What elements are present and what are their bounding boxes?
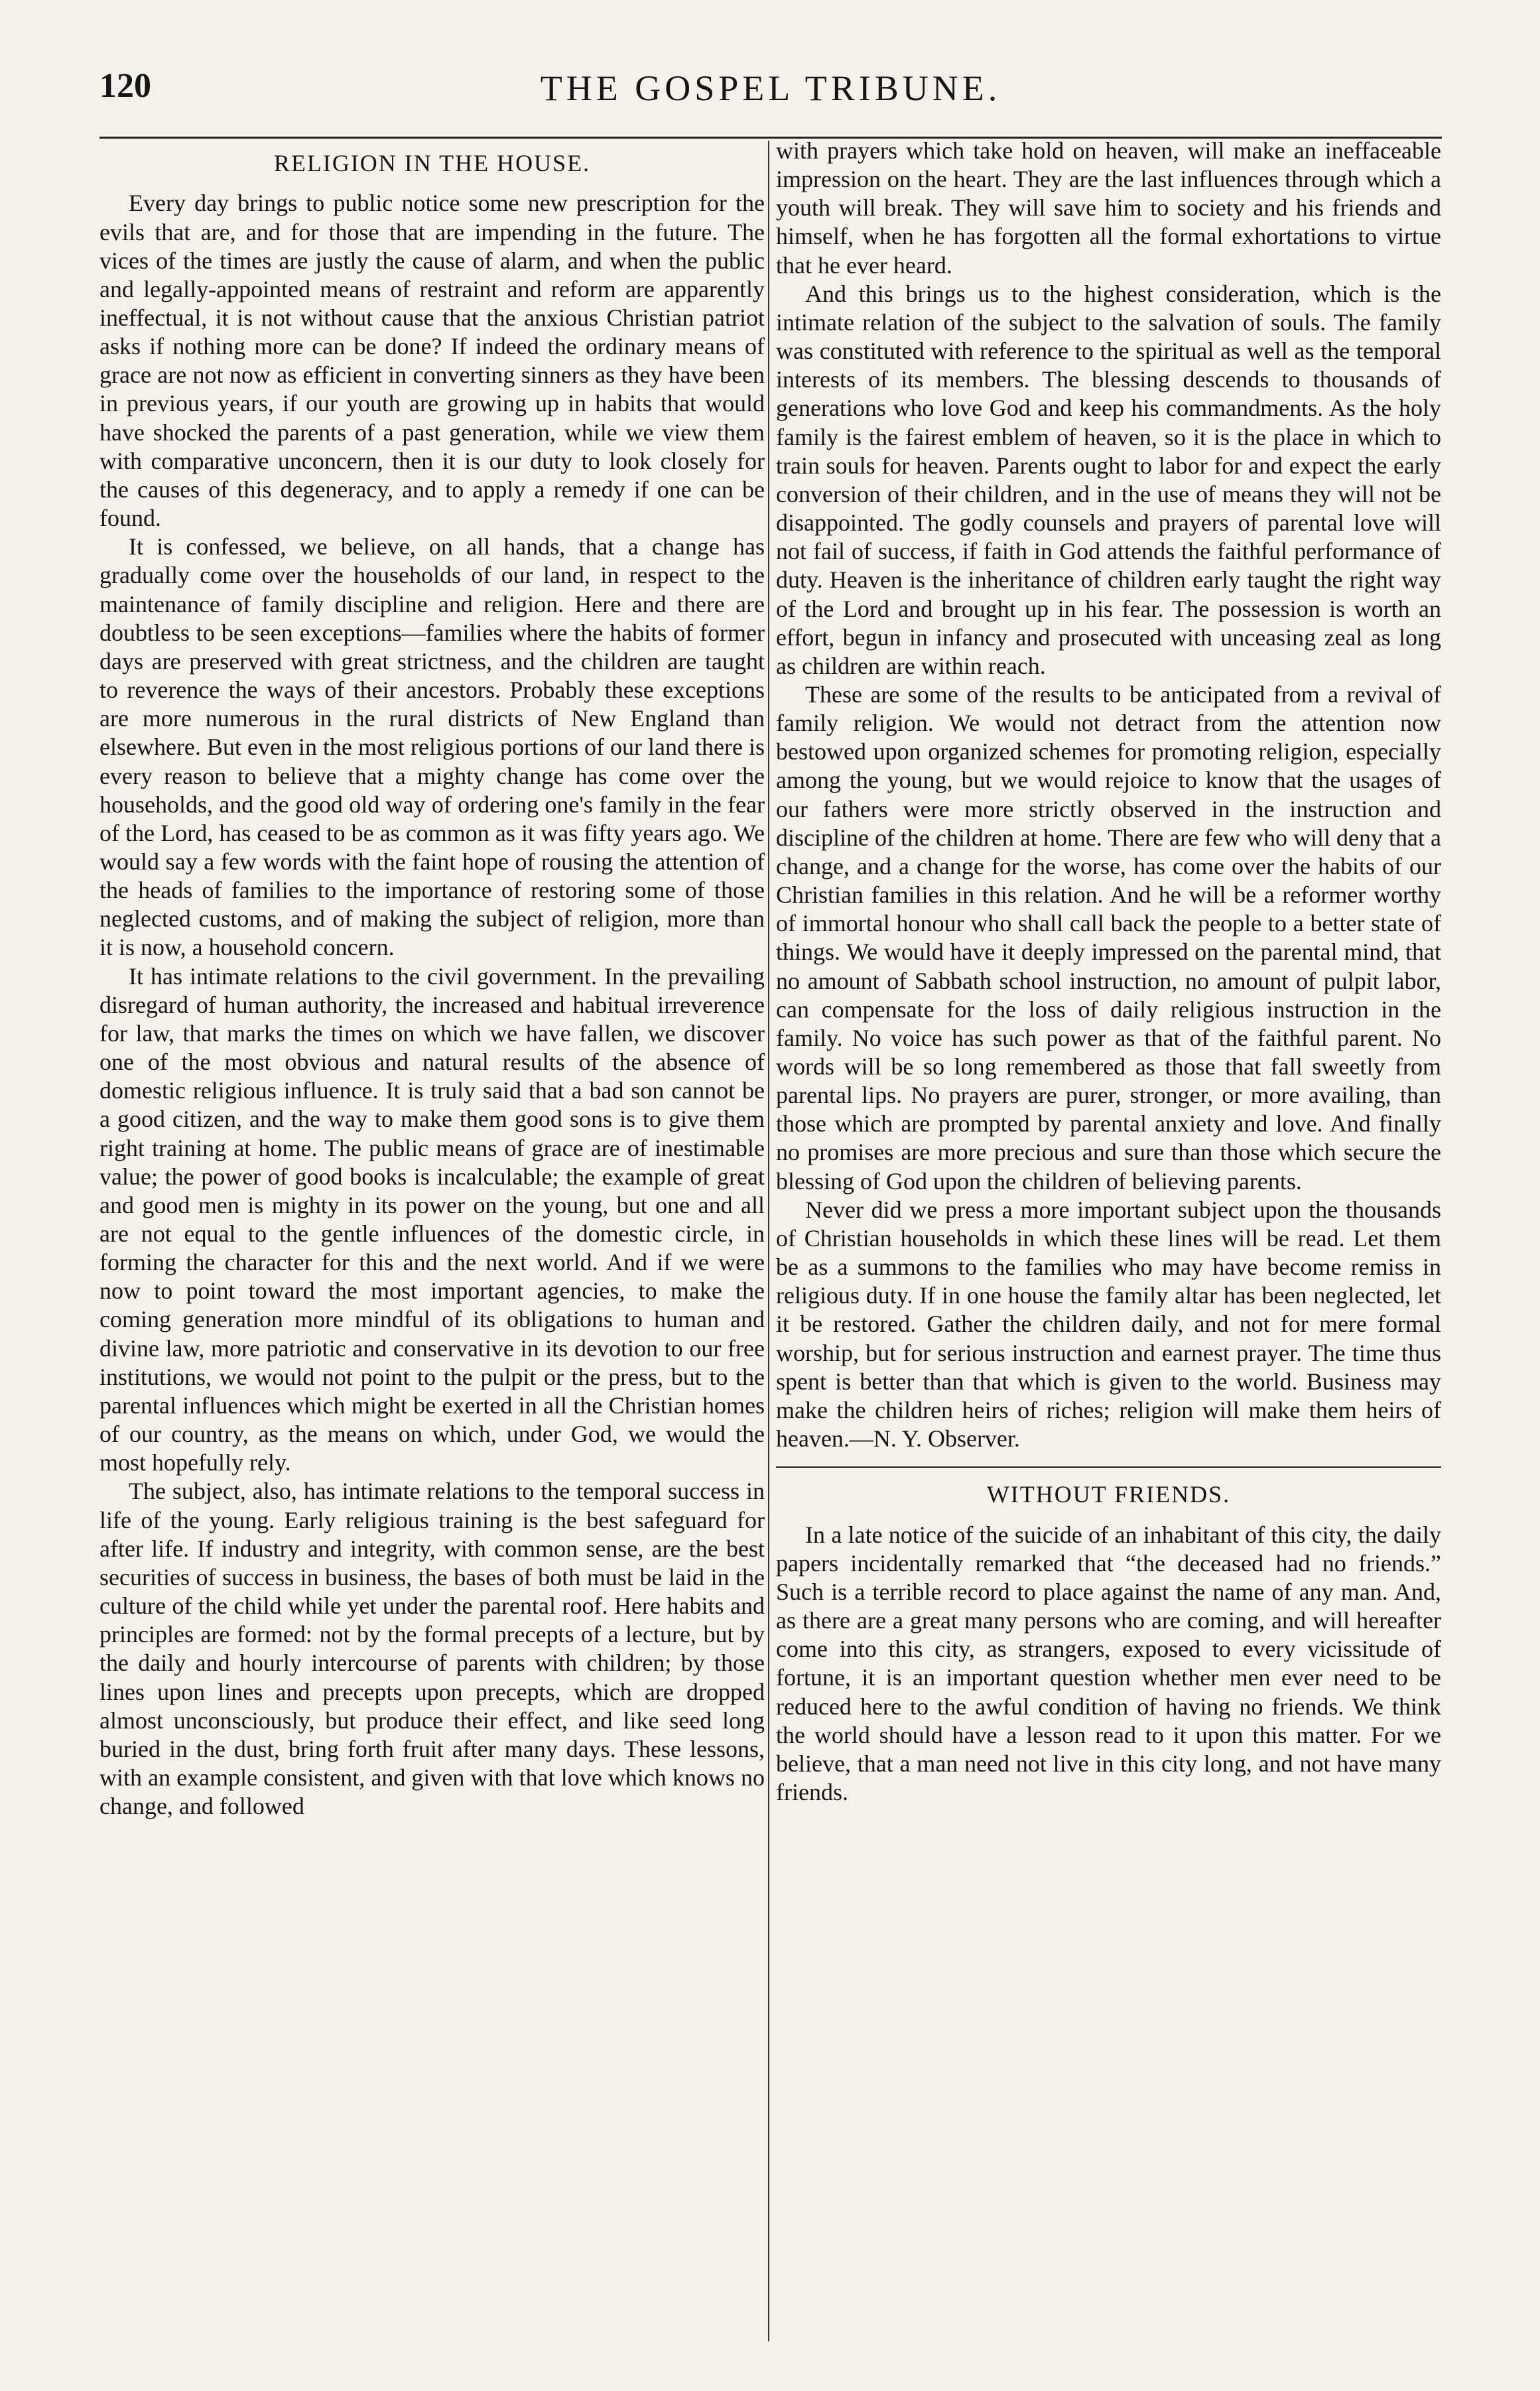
left-column [99, 137, 765, 2345]
page-number: 120 [99, 67, 151, 105]
running-title: THE GOSPEL TRIBUNE. [540, 68, 1001, 108]
article-paragraph: Never did we press a more important subject upon the thousands of Christian households in which these lines will be read. Let them be as a summons to the families who may have become remiss in religious duty. If in one house the family altar has been neglected, let it be restored. Gather the children daily, and not for mere formal worship, but for serious instruction and earnest prayer. The time thus spent is better than that which is given to the world. Business may make the children heirs of riches; religion will make them heirs of heaven.—N. Y. Observer. [776, 1196, 1441, 1453]
right-column [776, 137, 1441, 2345]
article-title: RELIGION IN THE HOUSE. [273, 150, 591, 176]
article-paragraph: It is confessed, we believe, on all hands, that a change has gradually come over the households of our land, in respect to the maintenance of family discipline and religion. Here and there are doubtless to be seen exceptions—families where the habits of former days are preserved with great strictness, and the children are taught to reverence the ways of their ancestors. Probably these exceptions are more numerous in the rural districts of New England than elsewhere. But even in the most religious portions of our land there is every reason to believe that a mighty change has come over the households, and the good old way of ordering one's family in the fear of the Lord, has ceased to be as common as it was fifty years ago. We would say a few words with the faint hope of rousing the attention of the heads of families to the importance of restoring some of those neglected customs, and of making the subject of religion, more than it is now, a household concern. [99, 533, 765, 961]
article-paragraph: And this brings us to the highest consideration, which is the intimate relation of the subject to the salvation of souls. The family was constituted with reference to the spiritual as well as the temporal interests of its members. The blessing descends to thousands of generations who love God and keep his commandments. As the holy family is the fairest emblem of heaven, so it is the place in which to train souls for heaven. Parents ought to labor for and expect the early conversion of their children, and in the use of means they will not be disappointed. The godly counsels and prayers of parental love will not fail of success, if faith in God attends the faithful performance of duty. Heaven is the inheritance of children early taught the right way of the Lord and brought up in his fear. The possession is worth an effort, begun in infancy and prosecuted with unceasing zeal as long as children are within reach. [776, 280, 1441, 679]
page-header [99, 64, 1442, 139]
article-paragraph: It has intimate relations to the civil government. In the prevailing disregard of human authority, the increased and habitual irreverence for law, that marks the times on which we have fallen, we discover one of the most obvious and natural results of the absence of domestic religious influence. It is truly said that a bad son cannot be a good citizen, and the way to make them good sons is to give them right training at home. The public means of grace are of inestimable value; the power of good books is incalculable; the example of great and good men is mighty in its power on the young, but one and all are not equal to the gentle influences of the domestic circle, in forming the character for this and the next world. And if we were now to point toward the most important agencies, to make the coming generation more mindful of its obligations to human and divine law, more patriotic and conservative in its devotion to our free institutions, we would not point to the pulpit or the press, but to the parental influences which might be exerted in all the Christian homes of our country, as the means on which, under God, we would the most hopefully rely. [99, 962, 765, 1476]
article-paragraph: The subject, also, has intimate relations to the temporal success in life of the young. Early religious training is the best safeguard for after life. If industry and integrity, with common sense, are the best securities of success in business, the bases of both must be laid in the culture of the child while yet under the parental roof. Here habits and principles are formed: not by the formal precepts of a lecture, but by the daily and hourly intercourse of parents with children; by those lines upon lines and precepts upon precepts, which are dropped almost unconsciously, but produce their effect, and like seed long buried in the dust, bring forth fruit after many days. These lessons, with an example consistent, and given with that love which knows no change, and followed [99, 1478, 765, 1820]
second-article-title: WITHOUT FRIENDS. [986, 1481, 1231, 1508]
column-divider [768, 141, 769, 2341]
article-paragraph-continued: with prayers which take hold on heaven, will make an ineffaceable impression on the heart. They are the last influences through which a youth will break. They will save him to society and his friends and himself, when he has forgotten all the formal exhortations to virtue that he ever heard. [776, 137, 1441, 279]
section-divider [776, 1466, 1441, 1468]
article-paragraph: These are some of the results to be anticipated from a revival of family religion. We would not detract from the attention now bestowed upon organized schemes for promoting religion, especially among the young, but we would rejoice to know that the usages of our fathers were more strictly observed in the instruction and discipline of the children at home. There are few who will deny that a change, and a change for the worse, has come over the habits of our Christian families in this relation. And he will be a reformer worthy of immortal honour who shall call back the people to a better state of things. We would have it deeply impressed on the parental mind, that no amount of Sabbath school instruction, no amount of pulpit labor, can compensate for the loss of daily religious instruction in the family. No voice has such power as that of the faithful parent. No words will be so long remembered as those that fall sweetly from parental lips. No prayers are purer, stronger, or more availing, than those which are prompted by parental anxiety and love. And finally no promises are more precious and sure than those which secure the blessing of God upon the children of believing parents. [776, 680, 1441, 1195]
second-article-paragraph: In a late notice of the suicide of an inhabitant of this city, the daily papers incidentally remarked that “the deceased had no friends.” Such is a terrible record to place against the name of any man. And, as there are a great many persons who are coming, and will hereafter come into this city, as strangers, exposed to every vicissitude of fortune, it is an important question whether men ever need to be reduced here to the awful condition of having no friends. We think the world should have a lesson read to it upon this matter. For we believe, that a man need not live in this city long, and not have many friends. [776, 1521, 1441, 1805]
article-paragraph: Every day brings to public notice some new prescription for the evils that are, and for those that are impending in the future. The vices of the times are justly the cause of alarm, and when the public and legally-appointed means of restraint and reform are apparently ineffectual, it is not without cause that the anxious Christian patriot asks if nothing more can be done? If indeed the ordinary means of grace are not now as efficient in converting sinners as they have been in previous years, if our youth are growing up in habits that would have shocked the parents of a past generation, while we view them with comparative unconcern, then it is our duty to look closely for the causes of this degeneracy, and to apply a remedy if one can be found. [99, 190, 765, 532]
